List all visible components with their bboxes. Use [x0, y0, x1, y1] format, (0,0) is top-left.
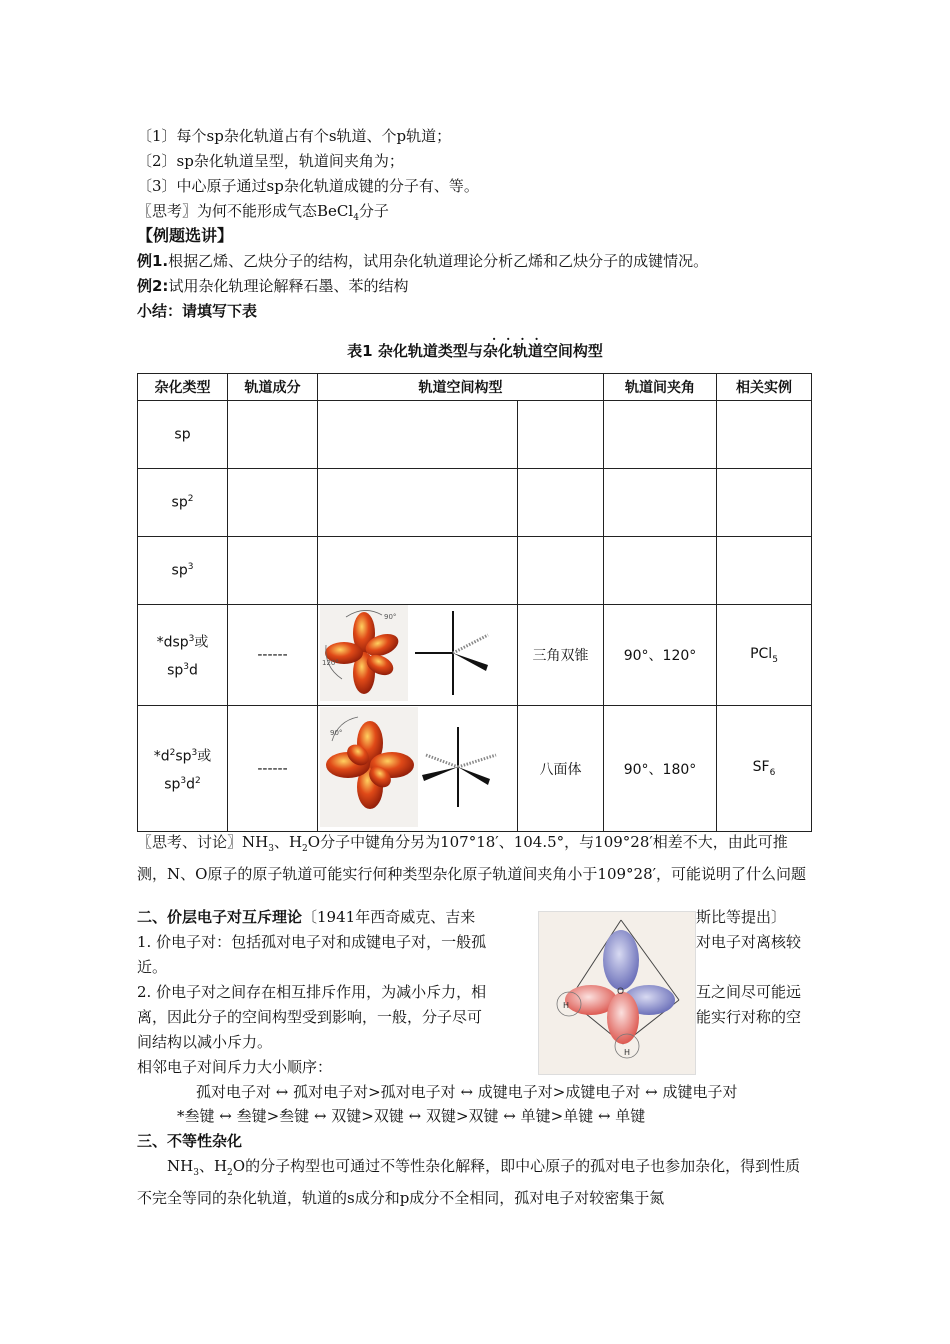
- section2-p2-b: 互之间尽可能远: [696, 983, 802, 1001]
- cell-figure: [318, 706, 518, 832]
- cell-angle: [604, 401, 717, 469]
- section2-p1-a: 1. 价电子对：包括孤对电子对和成键电子对，一般孤: [137, 933, 487, 951]
- cell-type: $*d^2sp^3$或 $sp^3d^2$: [138, 706, 228, 832]
- example-1-label: 例1.: [137, 252, 169, 270]
- example-2: [137, 274, 408, 298]
- cell-shape: [518, 537, 604, 605]
- cell-comp: [228, 469, 318, 537]
- cell-type: *dsp$^3$或 $sp^3d$: [138, 605, 228, 706]
- cell-comp: ------: [228, 706, 318, 832]
- section2-p2-c: 离，因此分子的空间构型受到影响，一般，分子尽可: [137, 1008, 483, 1026]
- section3-heading: 三、不等性杂化: [137, 1132, 243, 1150]
- cell-example: [717, 537, 812, 605]
- cell-comp: [228, 537, 318, 605]
- cell-figure: [318, 537, 518, 605]
- section2-p1-b: 对电子对离核较: [696, 933, 802, 951]
- table-row: [138, 401, 812, 469]
- table-row: [138, 537, 812, 605]
- cell-figure: [318, 401, 518, 469]
- section3-paragraph: $NH_3$、$H_2O$的分子构型也可通过不等性杂化解释，即中心原子的孤对电子也参加杂化，得到性质不完全等同的杂化轨道，轨道的s成分和p成分不全相同，孤对电子对较密集于氮: [137, 1157, 801, 1207]
- hybrid-table: [137, 373, 812, 832]
- example-1-text: 根据乙烯、乙炔分子的结构，试用杂化轨道理论分析乙烯和乙炔分子的成键情况。: [168, 252, 709, 270]
- cell-angle: [604, 537, 717, 605]
- cell-type: sp: [138, 401, 228, 469]
- order-line-1: 孤对电子对 ↔ 孤对电子对>孤对电子对 ↔ 成键电子对>成键电子对 ↔ 成键电子对: [196, 1083, 738, 1101]
- table-row: [138, 469, 812, 537]
- cell-angle: [604, 469, 717, 537]
- h-label-bottom: H: [624, 1048, 631, 1057]
- angle-label-90: 90°: [330, 728, 343, 737]
- h-label-left: H: [563, 1001, 570, 1010]
- water-orbital-svg: [539, 912, 695, 1074]
- water-molecule-figure: [538, 911, 696, 1075]
- header-angle: 轨道间夹角: [604, 374, 717, 401]
- cell-figure: [318, 469, 518, 537]
- section2-p2-e: 间结构以减小斥力。: [137, 1033, 273, 1051]
- table-row-d2sp3: [138, 706, 812, 832]
- cell-type: $sp^3$: [138, 537, 228, 605]
- header-comp: 轨道成分: [228, 374, 318, 401]
- table-row-dsp3: [138, 605, 812, 706]
- header-shape: 轨道空间构型: [318, 374, 604, 401]
- section2-heading-line: 二、价层电子对互斥理论〔1941年西奇威克、吉来: [137, 908, 476, 926]
- cell-example: $SF_6$: [717, 706, 812, 832]
- text-line-2: 〔2〕sp杂化轨道呈型，轨道间夹角为；: [137, 152, 404, 170]
- lone-pair-lobe: [603, 930, 639, 990]
- table-caption: 表1 杂化轨道类型与杂化轨道空间构型: [347, 342, 603, 360]
- cell-comp: ------: [228, 605, 318, 706]
- think-text-end: 分子: [358, 202, 389, 220]
- cell-shape: 八面体: [518, 706, 604, 832]
- subscript: 4: [353, 213, 359, 223]
- example-2-label: 例2:: [137, 277, 169, 295]
- table-header-row: [138, 374, 812, 401]
- order-title: 相邻电子对间斥力大小顺序：: [137, 1058, 333, 1076]
- bipyramid-skeleton: [415, 611, 488, 695]
- section2-p2-a: 2. 价电子对之间存在相互排斥作用，为减小斥力，相: [137, 983, 487, 1001]
- cell-example: PCl$_5$: [717, 605, 812, 706]
- header-example: 相关实例: [717, 374, 812, 401]
- angle-label-120: 120°: [322, 659, 339, 667]
- cell-comp: [228, 401, 318, 469]
- cell-example: [717, 469, 812, 537]
- octahedral-figure: [318, 707, 516, 827]
- example-2-text: 试用杂化轨理论解释石墨、苯的结构: [168, 277, 409, 295]
- text-line-3: 〔3〕中心原子通过sp杂化轨道成键的分子有、等。: [137, 177, 479, 195]
- cell-example: [717, 401, 812, 469]
- o-label: O: [617, 987, 625, 997]
- section2-p2-d: 能实行对称的空: [696, 1008, 802, 1026]
- octahedron-skeleton: [422, 727, 496, 807]
- example-1: [137, 249, 708, 273]
- order-line-2: *叁键 ↔ 叁键>叁键 ↔ 双键>双键 ↔ 双键>双键 ↔ 单键>单键 ↔ 单键: [177, 1107, 646, 1125]
- section2-p1-c: 近。: [137, 958, 168, 976]
- emphasis-dots: ····: [492, 332, 549, 346]
- section2-heading: 二、价层电子对互斥理论: [137, 908, 303, 926]
- cell-shape: [518, 469, 604, 537]
- cell-figure: [318, 605, 518, 706]
- think-text: 〖思考〗为何不能形成气态BeCl: [137, 202, 354, 220]
- cell-shape: 三角双锥: [518, 605, 604, 706]
- section2-heading-tail: 斯比等提出〕: [696, 908, 787, 926]
- header-type: 杂化类型: [138, 374, 228, 401]
- cell-angle: 90°、180°: [604, 706, 717, 832]
- discussion-paragraph: 〖思考、讨论〗$NH_3$、$H_2O$分子中键角分另为107°18′、104.5°，与109°28′相差不大，由此可推测，N、O原子的原子轨道可能实行何种类型杂化原子轨道间夹角小于109°28′，可能说明了什么问题: [137, 833, 807, 883]
- summary-line: 小结：请填写下表: [137, 302, 258, 320]
- examples-heading: 【例题选讲】: [137, 226, 234, 245]
- cell-shape: [518, 401, 604, 469]
- angle-label-90: 90°: [384, 613, 397, 621]
- cell-type: $sp^2$: [138, 469, 228, 537]
- text-line-1: 〔1〕每个sp杂化轨道占有个s轨道、个p轨道；: [137, 127, 452, 145]
- cell-angle: 90°、120°: [604, 605, 717, 706]
- trigonal-bipyramid-figure: [318, 605, 516, 701]
